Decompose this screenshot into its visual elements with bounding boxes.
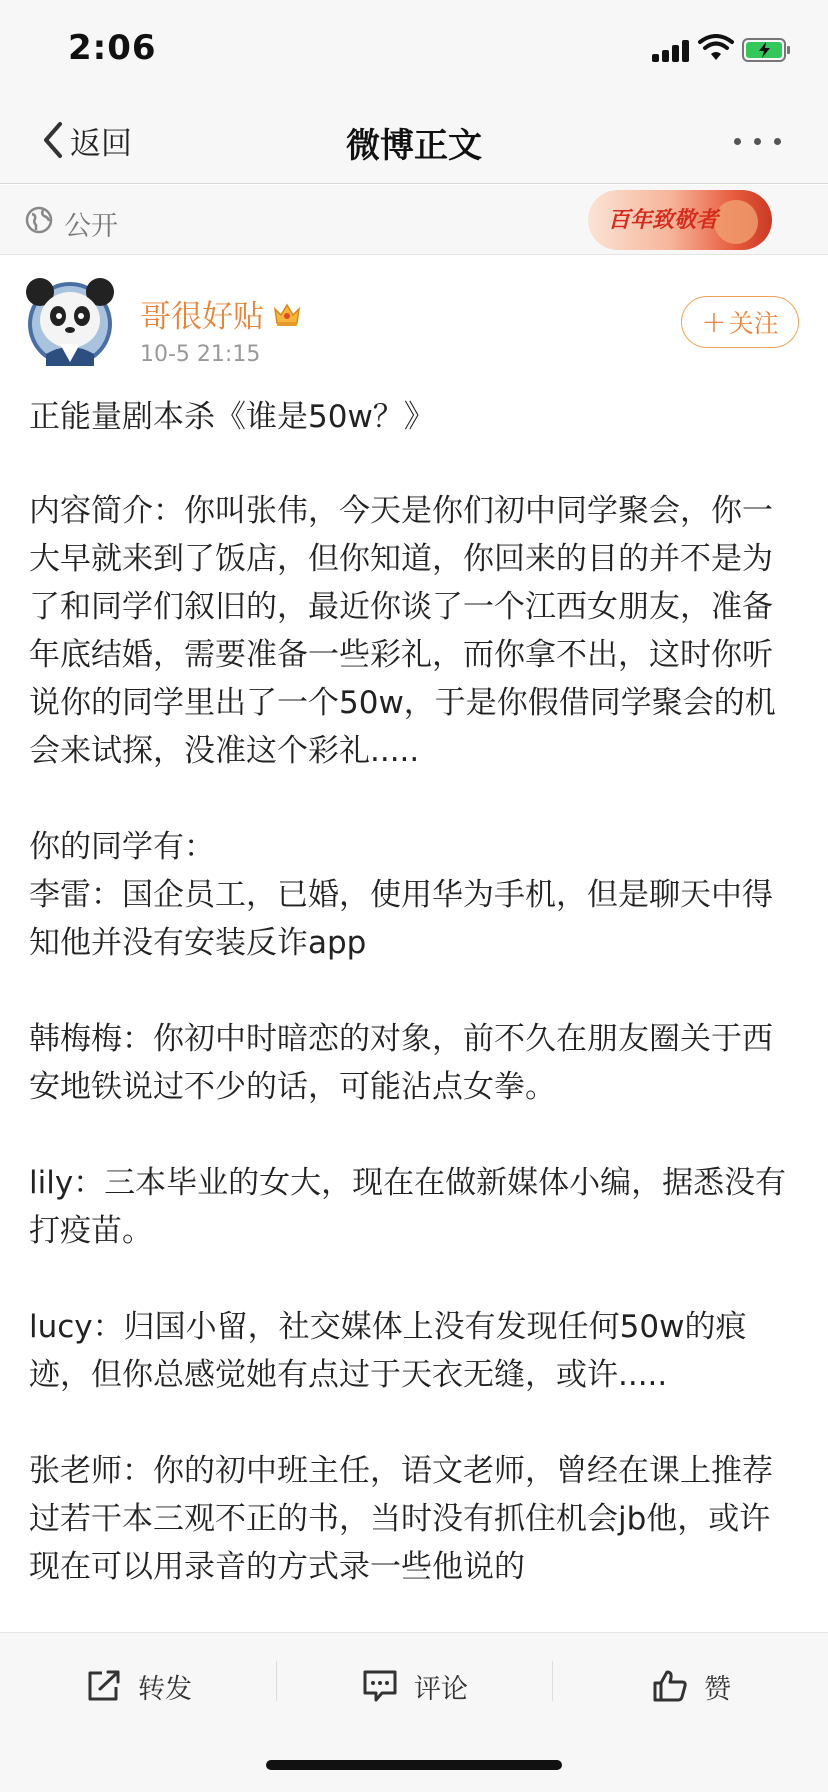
- status-bar: [0, 0, 828, 96]
- post-title: 正能量剧本杀《谁是50w？》: [29, 399, 435, 435]
- comment-icon: [362, 1669, 398, 1703]
- like-button[interactable]: [652, 1657, 731, 1715]
- repost-label: 转发: [138, 1673, 192, 1705]
- like-label: 赞: [704, 1673, 731, 1705]
- comment-button[interactable]: [362, 1657, 468, 1715]
- anniversary-badge[interactable]: [588, 190, 772, 250]
- post-paragraph: 韩梅梅：你初中时暗恋的对象，前不久在朋友圈关于西安地铁说过不少的话，可能沾点女拳。: [29, 1021, 773, 1105]
- nav-bar: [0, 96, 828, 184]
- badge-decoration: [714, 200, 758, 244]
- crown-icon[interactable]: [272, 301, 302, 327]
- author-name[interactable]: [140, 291, 302, 336]
- post-paragraph: 张老师：你的初中班主任，语文老师，曾经在课上推荐过若干本三观不正的书，当时没有抓住机会jb他，或许现在可以用录音的方式录一些他说的: [29, 1453, 773, 1585]
- author-name-text: 哥很好贴: [140, 299, 264, 335]
- comment-label: 评论: [414, 1673, 468, 1705]
- follow-label: 关注: [728, 309, 779, 338]
- post-time: 10-5 21:15: [140, 342, 261, 367]
- wifi-icon: [698, 34, 734, 62]
- divider: [552, 1661, 553, 1701]
- globe-icon: [24, 205, 54, 235]
- visibility-label: 公开: [64, 211, 118, 242]
- avatar[interactable]: [26, 270, 114, 368]
- post-body: [29, 487, 799, 1632]
- repost-icon: [86, 1669, 122, 1703]
- post-paragraph: 内容简介：你叫张伟，今天是你们初中同学聚会，你一大早就来到了饭店，但你知道，你回来的目的并不是为了和同学们叙旧的，最近你谈了一个江西女朋友，准备年底结婚，需要准备一些彩礼，而你拿不出，这时你听说你的同学里出了一个50w，于是你假借同学聚会的机会来试探，没准这个彩礼.....: [29, 493, 776, 769]
- follow-button[interactable]: [681, 296, 799, 348]
- post-paragraph: lucy：归国小留，社交媒体上没有发现任何50w的痕迹，但你总感觉她有点过于天衣无缝，或许.....: [29, 1309, 747, 1393]
- post-paragraph: lily：三本毕业的女大，现在在做新媒体小编，据悉没有打疫苗。: [29, 1165, 787, 1249]
- badge-text: 百年致敬者: [608, 207, 719, 233]
- visibility-row: [0, 185, 828, 255]
- post-paragraph: 你的同学有： 李雷：国企员工，已婚，使用华为手机，但是聊天中得知他并没有安装反诈app: [29, 829, 773, 961]
- battery-icon: [742, 38, 792, 62]
- more-options-button[interactable]: [730, 126, 786, 156]
- divider: [276, 1661, 277, 1701]
- status-time: 2:06: [68, 28, 157, 68]
- plus-icon: +: [701, 304, 727, 340]
- signal-icon: [652, 40, 690, 62]
- thumbs-up-icon: [652, 1669, 688, 1703]
- page-title: 微博正文: [346, 126, 482, 166]
- back-label: 返回: [70, 125, 132, 162]
- home-indicator[interactable]: [266, 1760, 562, 1770]
- repost-button[interactable]: [86, 1657, 192, 1715]
